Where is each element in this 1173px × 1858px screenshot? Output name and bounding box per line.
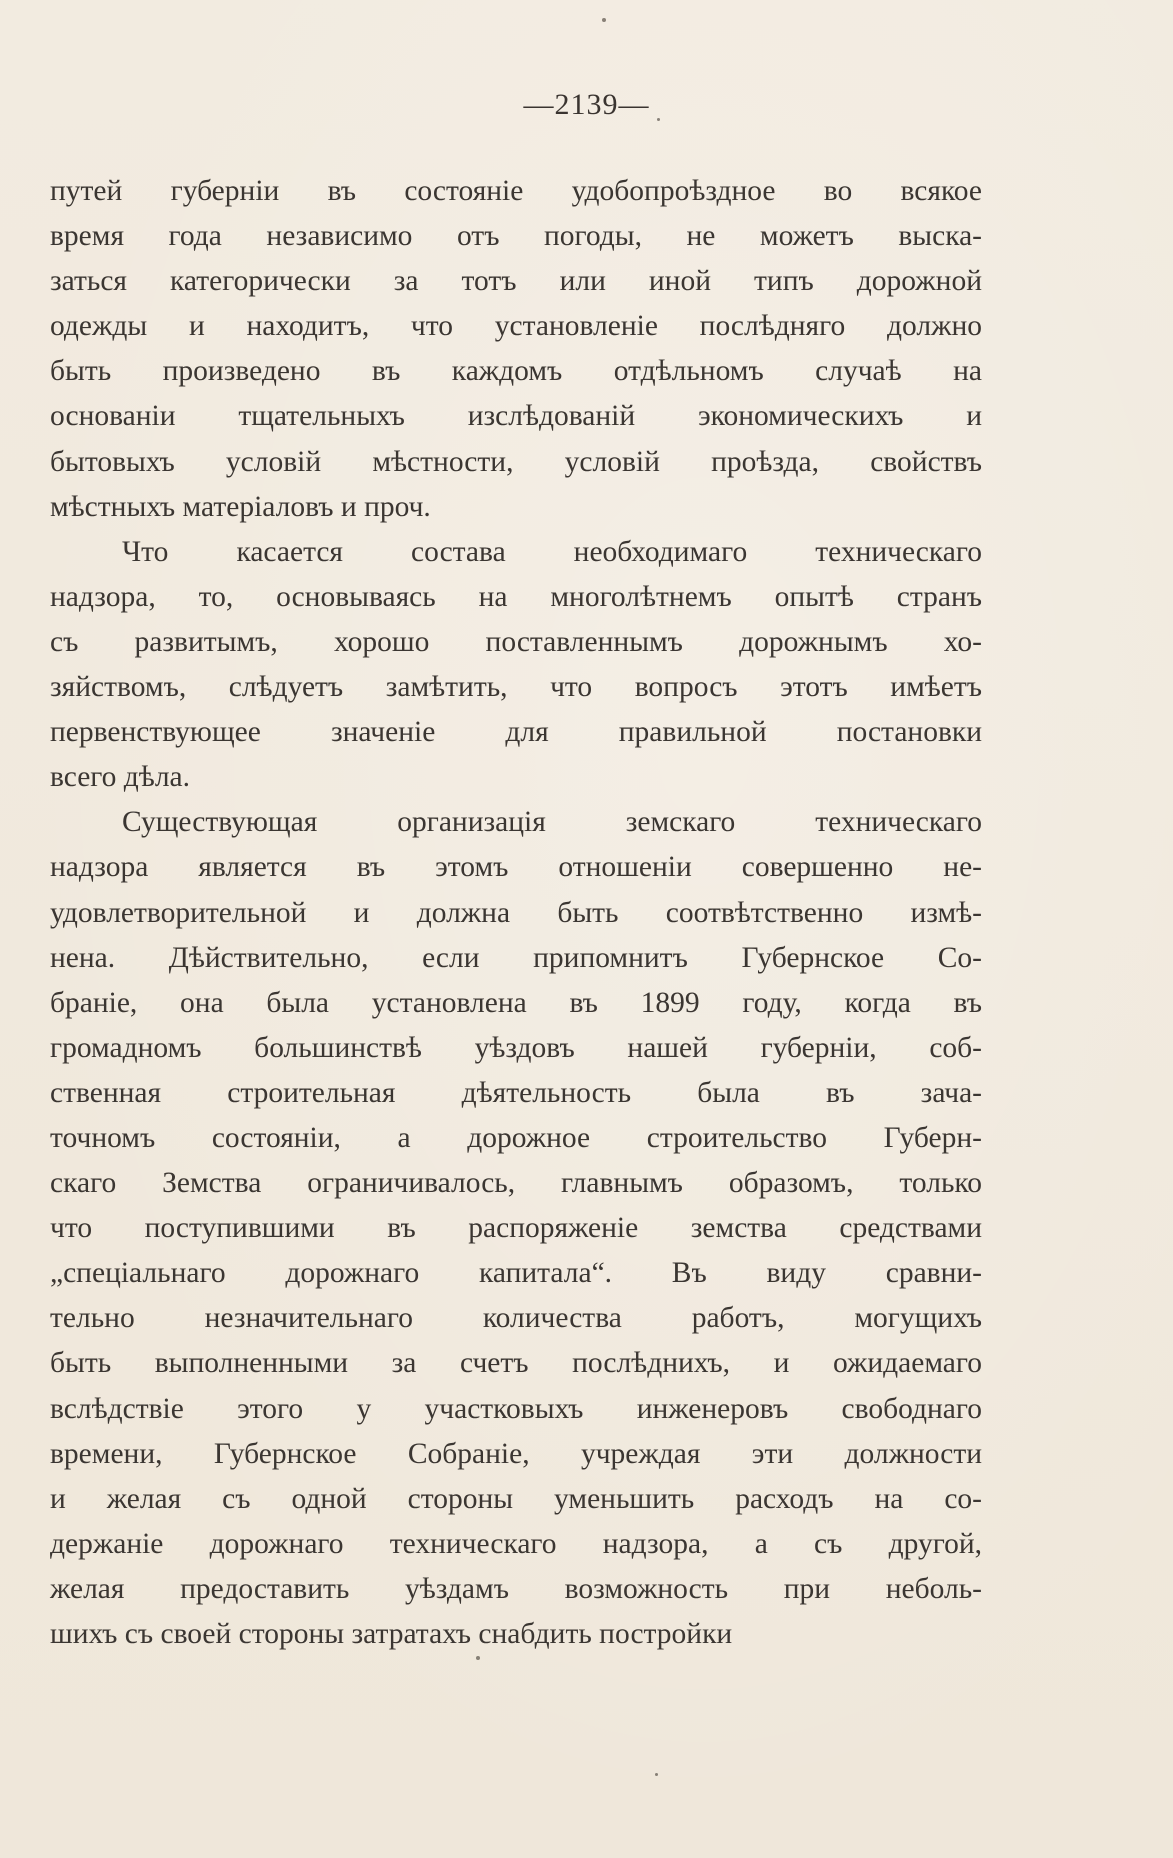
text-line: заться категорически за тотъ или иной типъ дорожной — [50, 265, 982, 298]
text-line: времени, Губернское Собраніе, учреждая эти должности — [50, 1437, 982, 1470]
text-line: быть выполненными за счетъ послѣднихъ, и ожидаемаго — [50, 1347, 982, 1380]
text-line: скаго Земства ограничивалось, главнымъ образомъ, только — [50, 1167, 982, 1200]
text-line: быть произведено въ каждомъ отдѣльномъ случаѣ на — [50, 355, 982, 388]
text-line: надзора, то, основываясь на многолѣтнемъ опытѣ странъ — [50, 580, 982, 613]
paragraph — [50, 169, 982, 530]
text-line: „спеціальнаго дорожнаго капитала“. Въ виду сравни- — [50, 1257, 982, 1290]
text-line: что поступившими въ распоряженіе земства средствами — [50, 1212, 982, 1245]
text-line: вслѣдствіе этого у участковыхъ инженеровъ свободнаго — [50, 1392, 982, 1425]
text-line: время года независимо отъ погоды, не можетъ выска- — [50, 220, 982, 253]
text-line: одежды и находитъ, что установленіе послѣдняго должно — [50, 310, 982, 343]
text-line: съ развитымъ, хорошо поставленнымъ дорожнымъ хо- — [50, 625, 982, 658]
text-line: и желая съ одной стороны уменьшить расходъ на со- — [50, 1482, 982, 1515]
text-line: первенствующее значеніе для правильной постановки — [50, 716, 982, 749]
text-line: желая предоставить уѣздамъ возможность при неболь- — [50, 1572, 982, 1605]
text-line: нена. Дѣйствительно, если припомнитъ Губернское Со- — [50, 941, 982, 974]
text-line: бытовыхъ условій мѣстности, условій проѣзда, свойствъ — [50, 445, 982, 478]
text-line: надзора является въ этомъ отношеніи совершенно не- — [50, 851, 982, 884]
text-line: удовлетворительной и должна быть соотвѣтственно измѣ- — [50, 896, 982, 929]
text-line: держаніе дорожнаго техническаго надзора, а съ другой, — [50, 1527, 982, 1560]
ink-speck — [602, 18, 606, 22]
page-number: —2139— — [523, 88, 650, 121]
text-line: всего дѣла. — [50, 761, 191, 794]
paragraph — [50, 530, 982, 801]
paragraph — [50, 800, 982, 1657]
text-line: ственная строительная дѣятельность была въ зача- — [50, 1076, 982, 1109]
text-line: шихъ съ своей стороны затратахъ снабдить постройки — [50, 1618, 733, 1650]
text-line: Существующая организація земскаго техническаго — [122, 806, 982, 839]
text-line: основаніи тщательныхъ изслѣдованій экономическихъ и — [50, 400, 982, 433]
text-line: браніе, она была установлена въ 1899 году, когда въ — [50, 986, 982, 1019]
ink-speck — [655, 1773, 658, 1776]
text-line: тельно незначительнаго количества работъ, могущихъ — [50, 1302, 982, 1335]
text-line: мѣстныхъ матеріаловъ и проч. — [50, 490, 431, 523]
body-text — [50, 169, 982, 1657]
text-line: зяйствомъ, слѣдуетъ замѣтить, что вопросъ этотъ имѣетъ — [50, 671, 982, 704]
text-line: громадномъ большинствѣ уѣздовъ нашей губерніи, соб- — [50, 1031, 982, 1064]
text-line: Что касается состава необходимаго техническаго — [122, 535, 982, 568]
text-line: точномъ состояніи, а дорожное строительство Губерн- — [50, 1121, 982, 1154]
text-line: путей губерніи въ состояніе удобопроѣздное во всякое — [50, 175, 982, 207]
